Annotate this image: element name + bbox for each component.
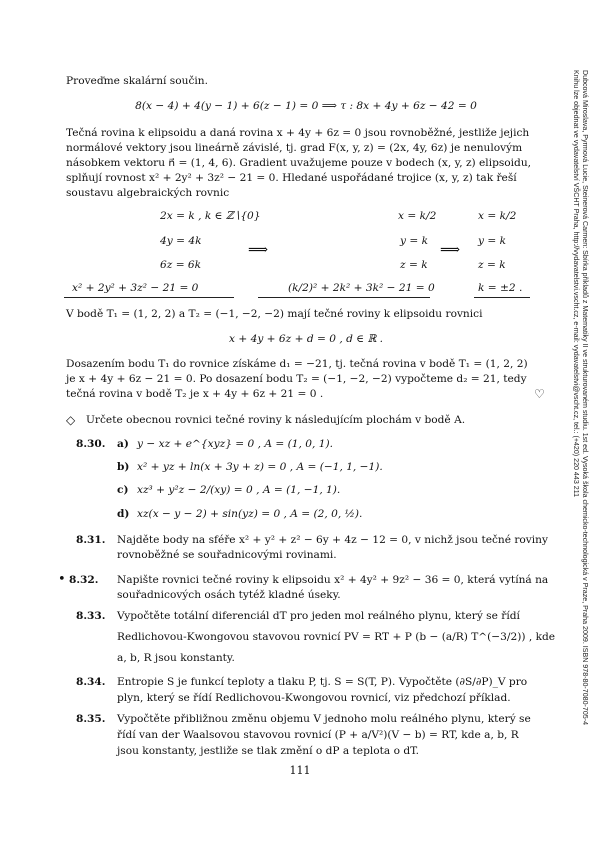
system-underline <box>64 297 234 298</box>
exercise-text: Redlichovou-Kwongovou stavovou rovnicí PV = RT + P (b − (a/R) T^(−3/2)) , kde <box>117 631 556 643</box>
paragraph-line: násobkem vektoru n⃗ = (1, 4, 6). Gradient uvažujeme pouze v bodech (x, y, z) elipsoidu, <box>66 157 532 169</box>
paragraph-line: je x + 4y + 6z − 21 = 0. Po dosazení bodu T₂ = (−1, −2, −2) vypočteme d₂ = 21, tedy <box>66 373 527 385</box>
side-citation-line-2: Knihu lze objednat ve vydavatelství VŠCHT Praha, http://vydavatelstvi.vscht.cz, e-mail: vydavatelstvi@vscht.cz, tel.: (+420) 220 443 211 <box>572 70 580 498</box>
exercise-number: 8.31. <box>76 534 106 546</box>
system-col3-row: z = k <box>478 259 506 271</box>
page-number: 111 <box>289 764 311 777</box>
paragraph-line: soustavu algebraických rovnic <box>66 187 230 199</box>
paragraph-intro: Proveďme skalární součin. <box>66 75 208 87</box>
exercise-number: 8.34. <box>76 676 106 688</box>
paragraph-line: Tečná rovina k elipsoidu a daná rovina x + 4y + 6z = 0 jsou rovnoběžné, jestliže jejich <box>66 127 530 139</box>
side-citation-line-1: Dubcová Miroslava, Pyrmová Lucie, Steinerová Carmen: Sbírka příkladů z Matematiky II ve strukturovaném studiu. 1st ed. Vysoká škola chemicko-technologická v Praze, Praha 2009. ISBN 978-80-7080-705-4 <box>581 70 589 726</box>
exercise-text: jsou konstanty, jestliže se tlak změní o dP a teplota o dT. <box>117 745 419 757</box>
system-col1-row: 6z = 6k <box>160 259 202 271</box>
bullet-icon: • <box>58 572 66 587</box>
subitem-label: d) <box>117 508 130 520</box>
exercise-text: rovnoběžné se souřadnicovými rovinami. <box>117 549 337 561</box>
system-col2-row: (k/2)² + 2k² + 3k² − 21 = 0 <box>288 282 435 294</box>
exercise-text: a, b, R jsou konstanty. <box>117 652 235 664</box>
equation-plane-family: x + 4y + 6z + d = 0 , d ∈ ℝ . <box>229 333 383 345</box>
system-col1-row: 2x = k , k ∈ ℤ∖{0} <box>160 210 261 222</box>
implies-arrow: ⟹ <box>248 242 269 258</box>
system-underline <box>258 297 430 298</box>
exercise-text: plyn, který se řídí Redlichovou-Kwongovou rovnicí, viz předchozí příklad. <box>117 692 511 704</box>
diamond-icon: ◇ <box>66 413 76 427</box>
side-citation <box>572 70 595 726</box>
equation-tangent-plane: 8(x − 4) + 4(y − 1) + 6(z − 1) = 0 ⟹ τ : 8x + 4y + 6z − 42 = 0 <box>135 100 477 112</box>
paragraph-line: Dosazením bodu T₁ do rovnice získáme d₁ = −21, tj. tečná rovina v bodě T₁ = (1, 2, 2) <box>66 358 528 370</box>
paragraph-line: tečná rovina v bodě T₂ je x + 4y + 6z + 21 = 0 . <box>66 388 324 400</box>
system-underline <box>474 297 530 298</box>
subitem-text: x² + yz + ln(x + 3y + z) = 0 , A = (−1, 1, −1). <box>137 461 383 473</box>
system-col3-row: x = k/2 <box>478 210 517 222</box>
system-col3-row: k = ±2 . <box>478 282 523 294</box>
exercise-text: Vypočtěte totální diferenciál dT pro jeden mol reálného plynu, který se řídí <box>117 610 520 622</box>
system-col1-row: 4y = 4k <box>160 235 202 247</box>
paragraph-line: normálové vektory jsou lineárně závislé, tj. grad F(x, y, z) = (2x, 4y, 6z) je nenulovým <box>66 142 523 154</box>
exercise-text: Vypočtěte přibližnou změnu objemu V jednoho molu reálného plynu, který se <box>117 713 531 725</box>
system-col2-row: x = k/2 <box>398 210 437 222</box>
exercise-number: 8.33. <box>76 610 106 622</box>
implies-arrow: ⟹ <box>440 242 461 258</box>
subitem-label: b) <box>117 461 130 473</box>
exercise-number: 8.30. <box>76 438 106 450</box>
exercise-text: Napište rovnici tečné roviny k elipsoidu x² + 4y² + 9z² − 36 = 0, která vytíná na <box>117 574 549 586</box>
task-instruction: Určete obecnou rovnici tečné roviny k následujícím plochám v bodě A. <box>86 414 466 426</box>
system-col2-row: y = k <box>400 235 429 247</box>
subitem-text: y − xz + e^{xyz} = 0 , A = (1, 0, 1). <box>137 438 333 450</box>
exercise-number: 8.32. <box>69 574 99 586</box>
exercise-text: Najděte body na sféře x² + y² + z² − 6y + 4z − 12 = 0, v nichž jsou tečné roviny <box>117 534 548 546</box>
system-col1-row: x² + 2y² + 3z² − 21 = 0 <box>72 282 199 294</box>
system-col2-row: z = k <box>400 259 428 271</box>
paragraph-line: splňují rovnost x² + 2y² + 3z² − 21 = 0. Hledané uspořádané trojice (x, y, z) tak řeší <box>66 172 517 184</box>
subitem-label: a) <box>117 438 129 450</box>
exercise-text: řídí van der Waalsovou stavovou rovnicí (P + a/V²)(V − b) = RT, kde a, b, R <box>117 729 519 741</box>
system-col3-row: y = k <box>478 235 507 247</box>
exercise-text: Entropie S je funkcí teploty a tlaku P, tj. S = S(T, P). Vypočtěte (∂S/∂P)_V pro <box>117 676 528 688</box>
subitem-label: c) <box>117 484 129 496</box>
end-of-solution-heart-icon: ♡ <box>534 387 545 401</box>
exercise-number: 8.35. <box>76 713 106 725</box>
subitem-text: xz(x − y − 2) + sin(yz) = 0 , A = (2, 0, ½). <box>137 508 363 520</box>
subitem-text: xz³ + y²z − 2/(xy) = 0 , A = (1, −1, 1). <box>137 484 341 496</box>
paragraph-line: V bodě T₁ = (1, 2, 2) a T₂ = (−1, −2, −2) mají tečné roviny k elipsoidu rovnici <box>66 308 483 320</box>
exercise-text: souřadnicových osách tytéž kladné úseky. <box>117 589 341 601</box>
